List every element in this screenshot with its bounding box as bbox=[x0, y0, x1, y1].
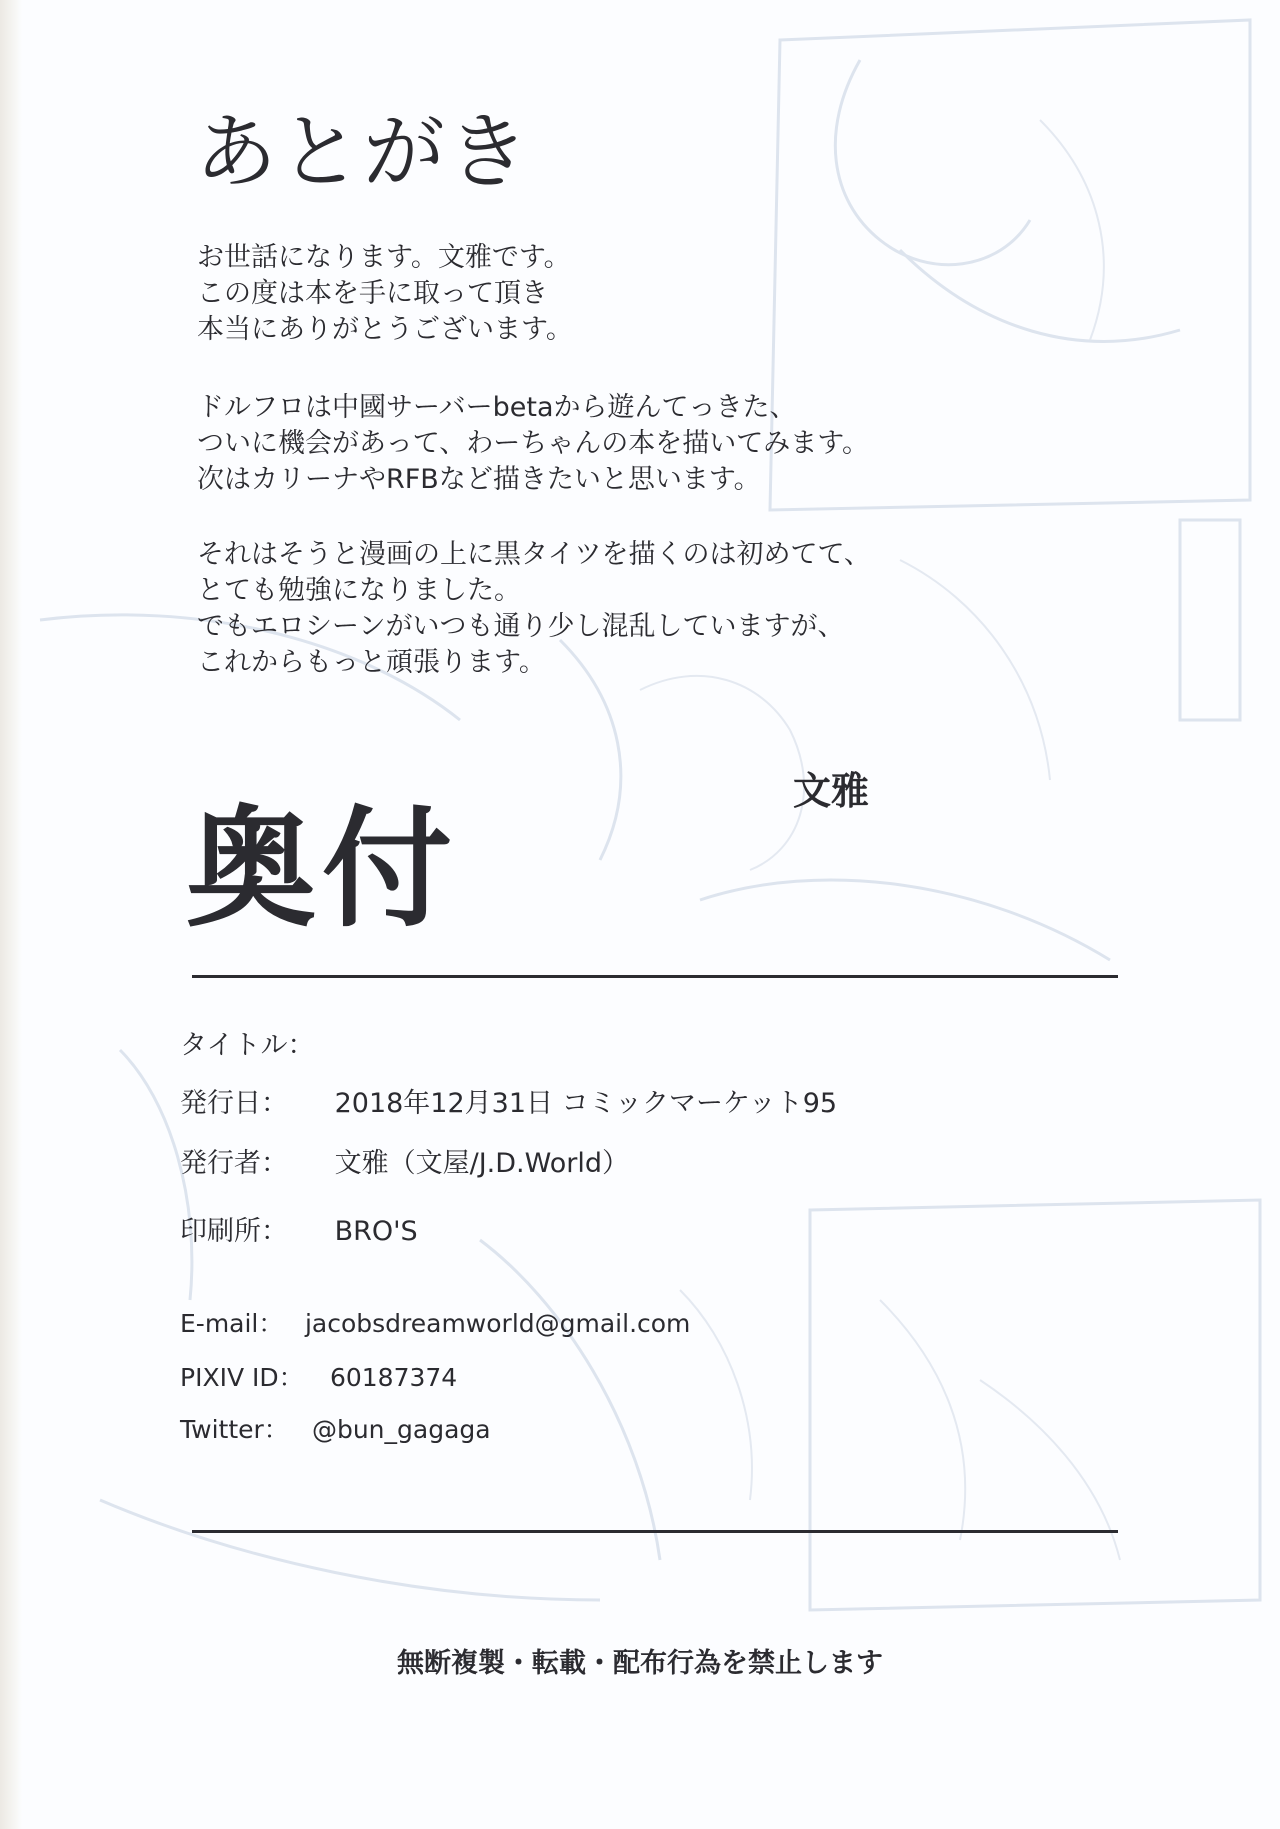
publisher-label: 発行者： bbox=[180, 1148, 288, 1179]
colophon-row-title bbox=[180, 1029, 335, 1063]
twitter-label: Twitter： bbox=[180, 1415, 289, 1444]
twitter-value: @bun_gagaga bbox=[311, 1415, 491, 1444]
afterword-line: ドルフロは中國サーバーbetaから遊んてっきた、 bbox=[197, 392, 797, 423]
colophon-row-date bbox=[180, 1087, 837, 1121]
email-label: E-mail： bbox=[180, 1309, 284, 1338]
afterword-title: あとがき bbox=[195, 105, 532, 200]
afterword-line: この度は本を手に取って頂き bbox=[197, 278, 548, 309]
pixiv-value: 60187374 bbox=[329, 1363, 458, 1392]
divider-top bbox=[192, 975, 1118, 978]
colophon-row-publisher bbox=[180, 1147, 629, 1181]
afterword-line: 次はカリーナやRFBなど描きたいと思います。 bbox=[197, 464, 761, 495]
divider-bottom bbox=[192, 1530, 1118, 1533]
afterword-signature: 文雅 bbox=[793, 769, 870, 813]
colophon-row-printer bbox=[180, 1215, 418, 1249]
afterword-paragraph-2 bbox=[197, 390, 869, 498]
date-label: 発行日： bbox=[180, 1088, 288, 1119]
afterword-line: それはそうと漫画の上に黒タイツを描くのは初めてて、 bbox=[197, 539, 871, 570]
printer-label: 印刷所： bbox=[180, 1216, 288, 1247]
afterword-paragraph-1 bbox=[197, 240, 573, 348]
colophon-title: 奥付 bbox=[186, 793, 459, 945]
contact-row-email bbox=[180, 1308, 690, 1340]
contact-row-pixiv bbox=[180, 1362, 457, 1394]
pixiv-label: PIXIV ID： bbox=[180, 1363, 304, 1392]
printer-value: BRO'S bbox=[334, 1216, 418, 1247]
title-label: タイトル： bbox=[180, 1030, 315, 1061]
afterword-line: とても勉強になりました。 bbox=[197, 575, 521, 606]
contact-row-twitter bbox=[180, 1414, 491, 1446]
publisher-value: 文雅（文屋/J.D.World） bbox=[334, 1148, 629, 1179]
afterword-paragraph-3 bbox=[197, 537, 871, 681]
afterword-line: ついに機会があって、わーちゃんの本を描いてみます。 bbox=[197, 428, 870, 459]
copyright-notice: 無断複製・転載・配布行為を禁止します bbox=[397, 1648, 883, 1679]
afterword-line: でもエロシーンがいつも通り少し混乱していますが、 bbox=[197, 611, 845, 642]
afterword-line: お世話になります。文雅です。 bbox=[197, 242, 571, 273]
afterword-line: これからもっと頑張ります。 bbox=[197, 647, 546, 678]
email-value: jacobsdreamworld@gmail.com bbox=[304, 1309, 691, 1338]
date-value: 2018年12月31日 コミックマーケット95 bbox=[334, 1088, 838, 1119]
afterword-line: 本当にありがとうございます。 bbox=[197, 314, 573, 345]
